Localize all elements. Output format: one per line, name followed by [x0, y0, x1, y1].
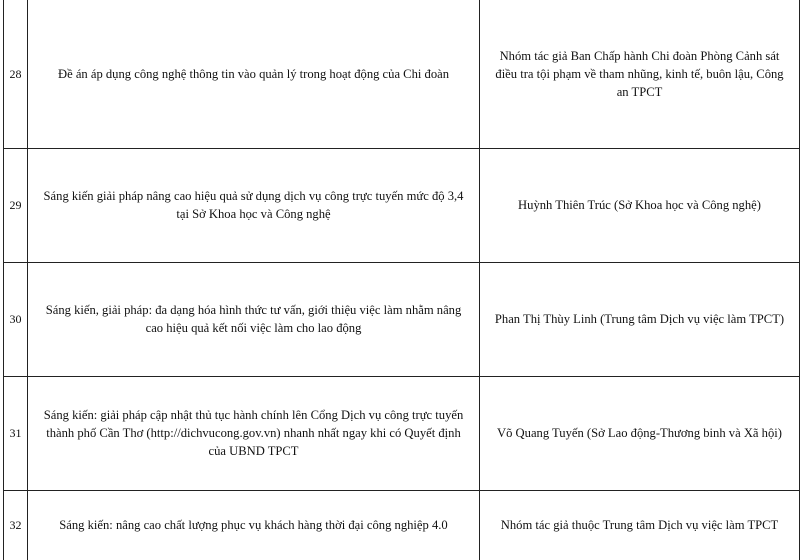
author-cell [480, 490, 800, 560]
table-row [4, 262, 800, 376]
initiative-title: Đề án áp dụng công nghệ thông tin vào quản lý trong hoạt động của Chi đoàn [57, 66, 450, 81]
table-row [4, 376, 800, 490]
table-row [4, 490, 800, 560]
initiative-title-cell [28, 0, 480, 148]
initiative-title-cell [28, 148, 480, 262]
author-name: Huỳnh Thiên Trúc (Sở Khoa học và Công nghệ) [518, 198, 761, 212]
author-name: Phan Thị Thùy Linh (Trung tâm Dịch vụ việc làm TPCT) [494, 312, 785, 326]
initiative-title-cell [28, 490, 480, 560]
initiative-title: Sáng kiến: nâng cao chất lượng phục vụ khách hàng thời đại công nghiệp 4.0 [59, 518, 448, 533]
initiative-title-cell [28, 376, 480, 490]
initiatives-table [3, 0, 800, 560]
row-number: 28 [4, 0, 28, 148]
row-number: 30 [4, 262, 28, 376]
author-cell [480, 376, 800, 490]
author-name: Nhóm tác giả thuộc Trung tâm Dịch vụ việc làm TPCT [500, 518, 779, 533]
author-cell [480, 0, 800, 148]
author-cell [480, 262, 800, 376]
row-number: 31 [4, 376, 28, 490]
initiative-title-cell [28, 262, 480, 376]
row-number: 32 [4, 490, 28, 560]
initiative-title: Sáng kiến giải pháp nâng cao hiệu quả sử dụng dịch vụ công trực tuyến mức độ 3,4 tại Sở Khoa học và Công nghệ [43, 189, 464, 221]
author-cell [480, 148, 800, 262]
table-row [4, 148, 800, 262]
initiative-title: Sáng kiến: giải pháp cập nhật thủ tục hành chính lên Cổng Dịch vụ công trực tuyến thành phố Cần Thơ (http://dichvucong.gov.vn) nhanh nhất ngay khi có Quyết định của UBND TPCT [43, 408, 464, 458]
initiative-title: Sáng kiến, giải pháp: đa dạng hóa hình thức tư vấn, giới thiệu việc làm nhằm nâng cao hiệu quả kết nối việc làm cho lao động [45, 303, 462, 335]
author-name: Nhóm tác giả Ban Chấp hành Chi đoàn Phòng Cảnh sát điều tra tội phạm về tham nhũng, kinh tế, buôn lậu, Công an TPCT [495, 48, 784, 99]
author-name: Võ Quang Tuyến (Sở Lao động-Thương binh và Xã hội) [497, 426, 782, 440]
row-number: 29 [4, 148, 28, 262]
table-row [4, 0, 800, 148]
